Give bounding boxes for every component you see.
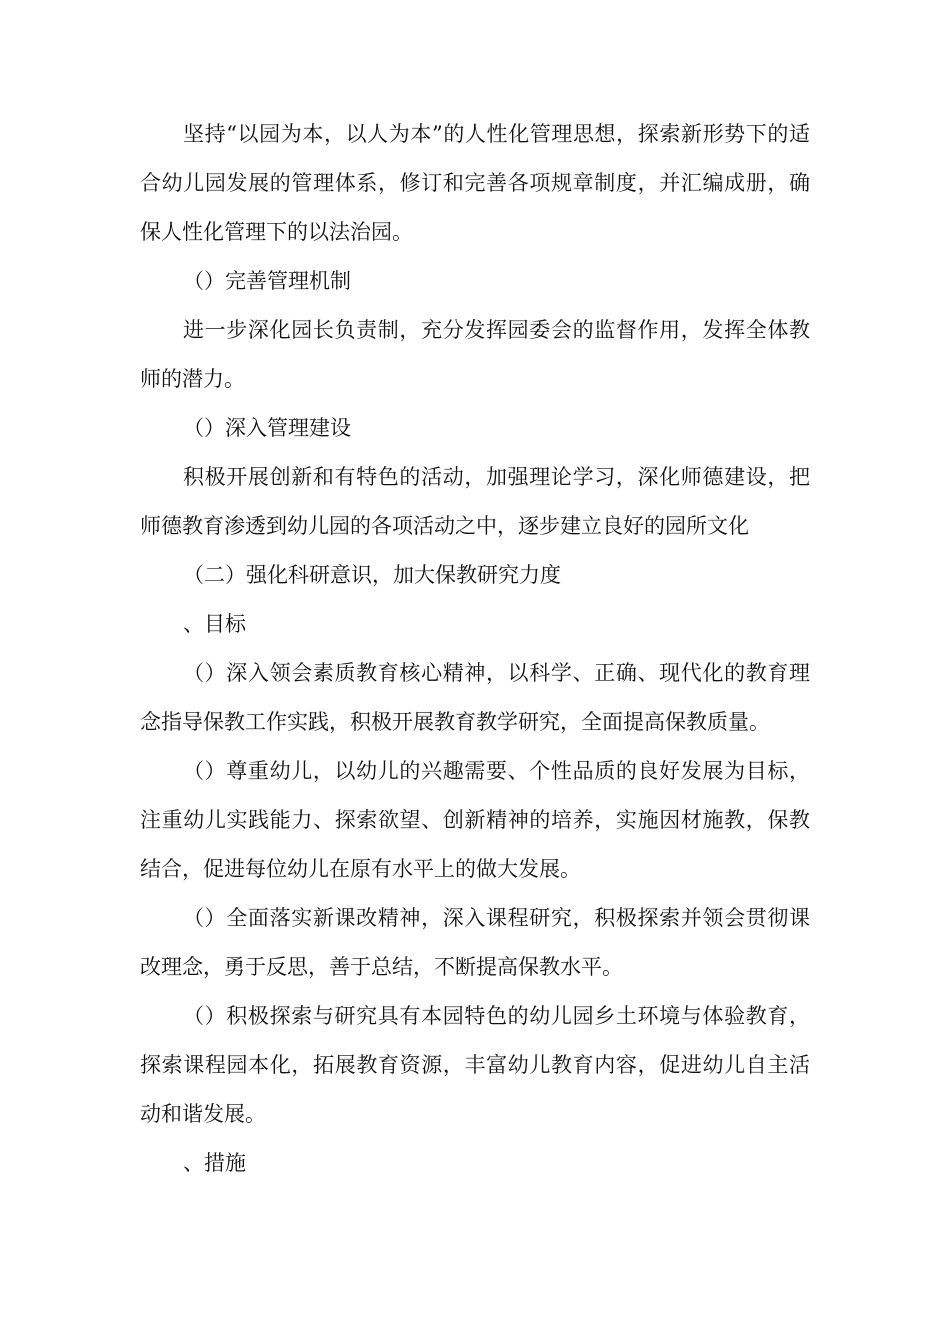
heading-research-awareness: （二）强化科研意识，加大保教研究力度	[183, 563, 561, 587]
paragraph-goal-curriculum-reform: （）全面落实新课改精神，深入课程研究，积极探索并领会贯彻课改理念，勇于反思，善于总结，不断提高保教水平。	[140, 906, 810, 979]
paragraph-principal-responsibility: 进一步深化园长负责制，充分发挥园委会的监督作用，发挥全体教师的潜力。	[140, 318, 810, 391]
paragraph-management-philosophy: 坚持“以园为本，以人为本”的人性化管理思想，探索新形势下的适合幼儿园发展的管理体系，修订和完善各项规章制度，并汇编成册，确保人性化管理下的以法治园。	[140, 122, 810, 244]
heading-goals: 、目标	[183, 612, 246, 636]
heading-measures: 、措施	[183, 1151, 246, 1175]
heading-improve-mechanism: （）完善管理机制	[183, 269, 351, 293]
document-body	[140, 110, 810, 1188]
heading-deepen-management: （）深入管理建设	[183, 416, 351, 440]
paragraph-goal-quality-education: （）深入领会素质教育核心精神，以科学、正确、现代化的教育理念指导保教工作实践，积极开展教育教学研究，全面提高保教质量。	[140, 661, 810, 734]
paragraph-ethics-building: 积极开展创新和有特色的活动，加强理论学习，深化师德建设，把师德教育渗透到幼儿园的各项活动之中，逐步建立良好的园所文化	[140, 465, 810, 538]
paragraph-goal-local-features: （）积极探索与研究具有本园特色的幼儿园乡土环境与体验教育，探索课程园本化，拓展教育资源，丰富幼儿教育内容，促进幼儿自主活动和谐发展。	[140, 1004, 810, 1126]
paragraph-goal-respect-children: （）尊重幼儿，以幼儿的兴趣需要、个性品质的良好发展为目标，注重幼儿实践能力、探索欲望、创新精神的培养，实施因材施教，保教结合，促进每位幼儿在原有水平上的做大发展。	[140, 759, 810, 881]
